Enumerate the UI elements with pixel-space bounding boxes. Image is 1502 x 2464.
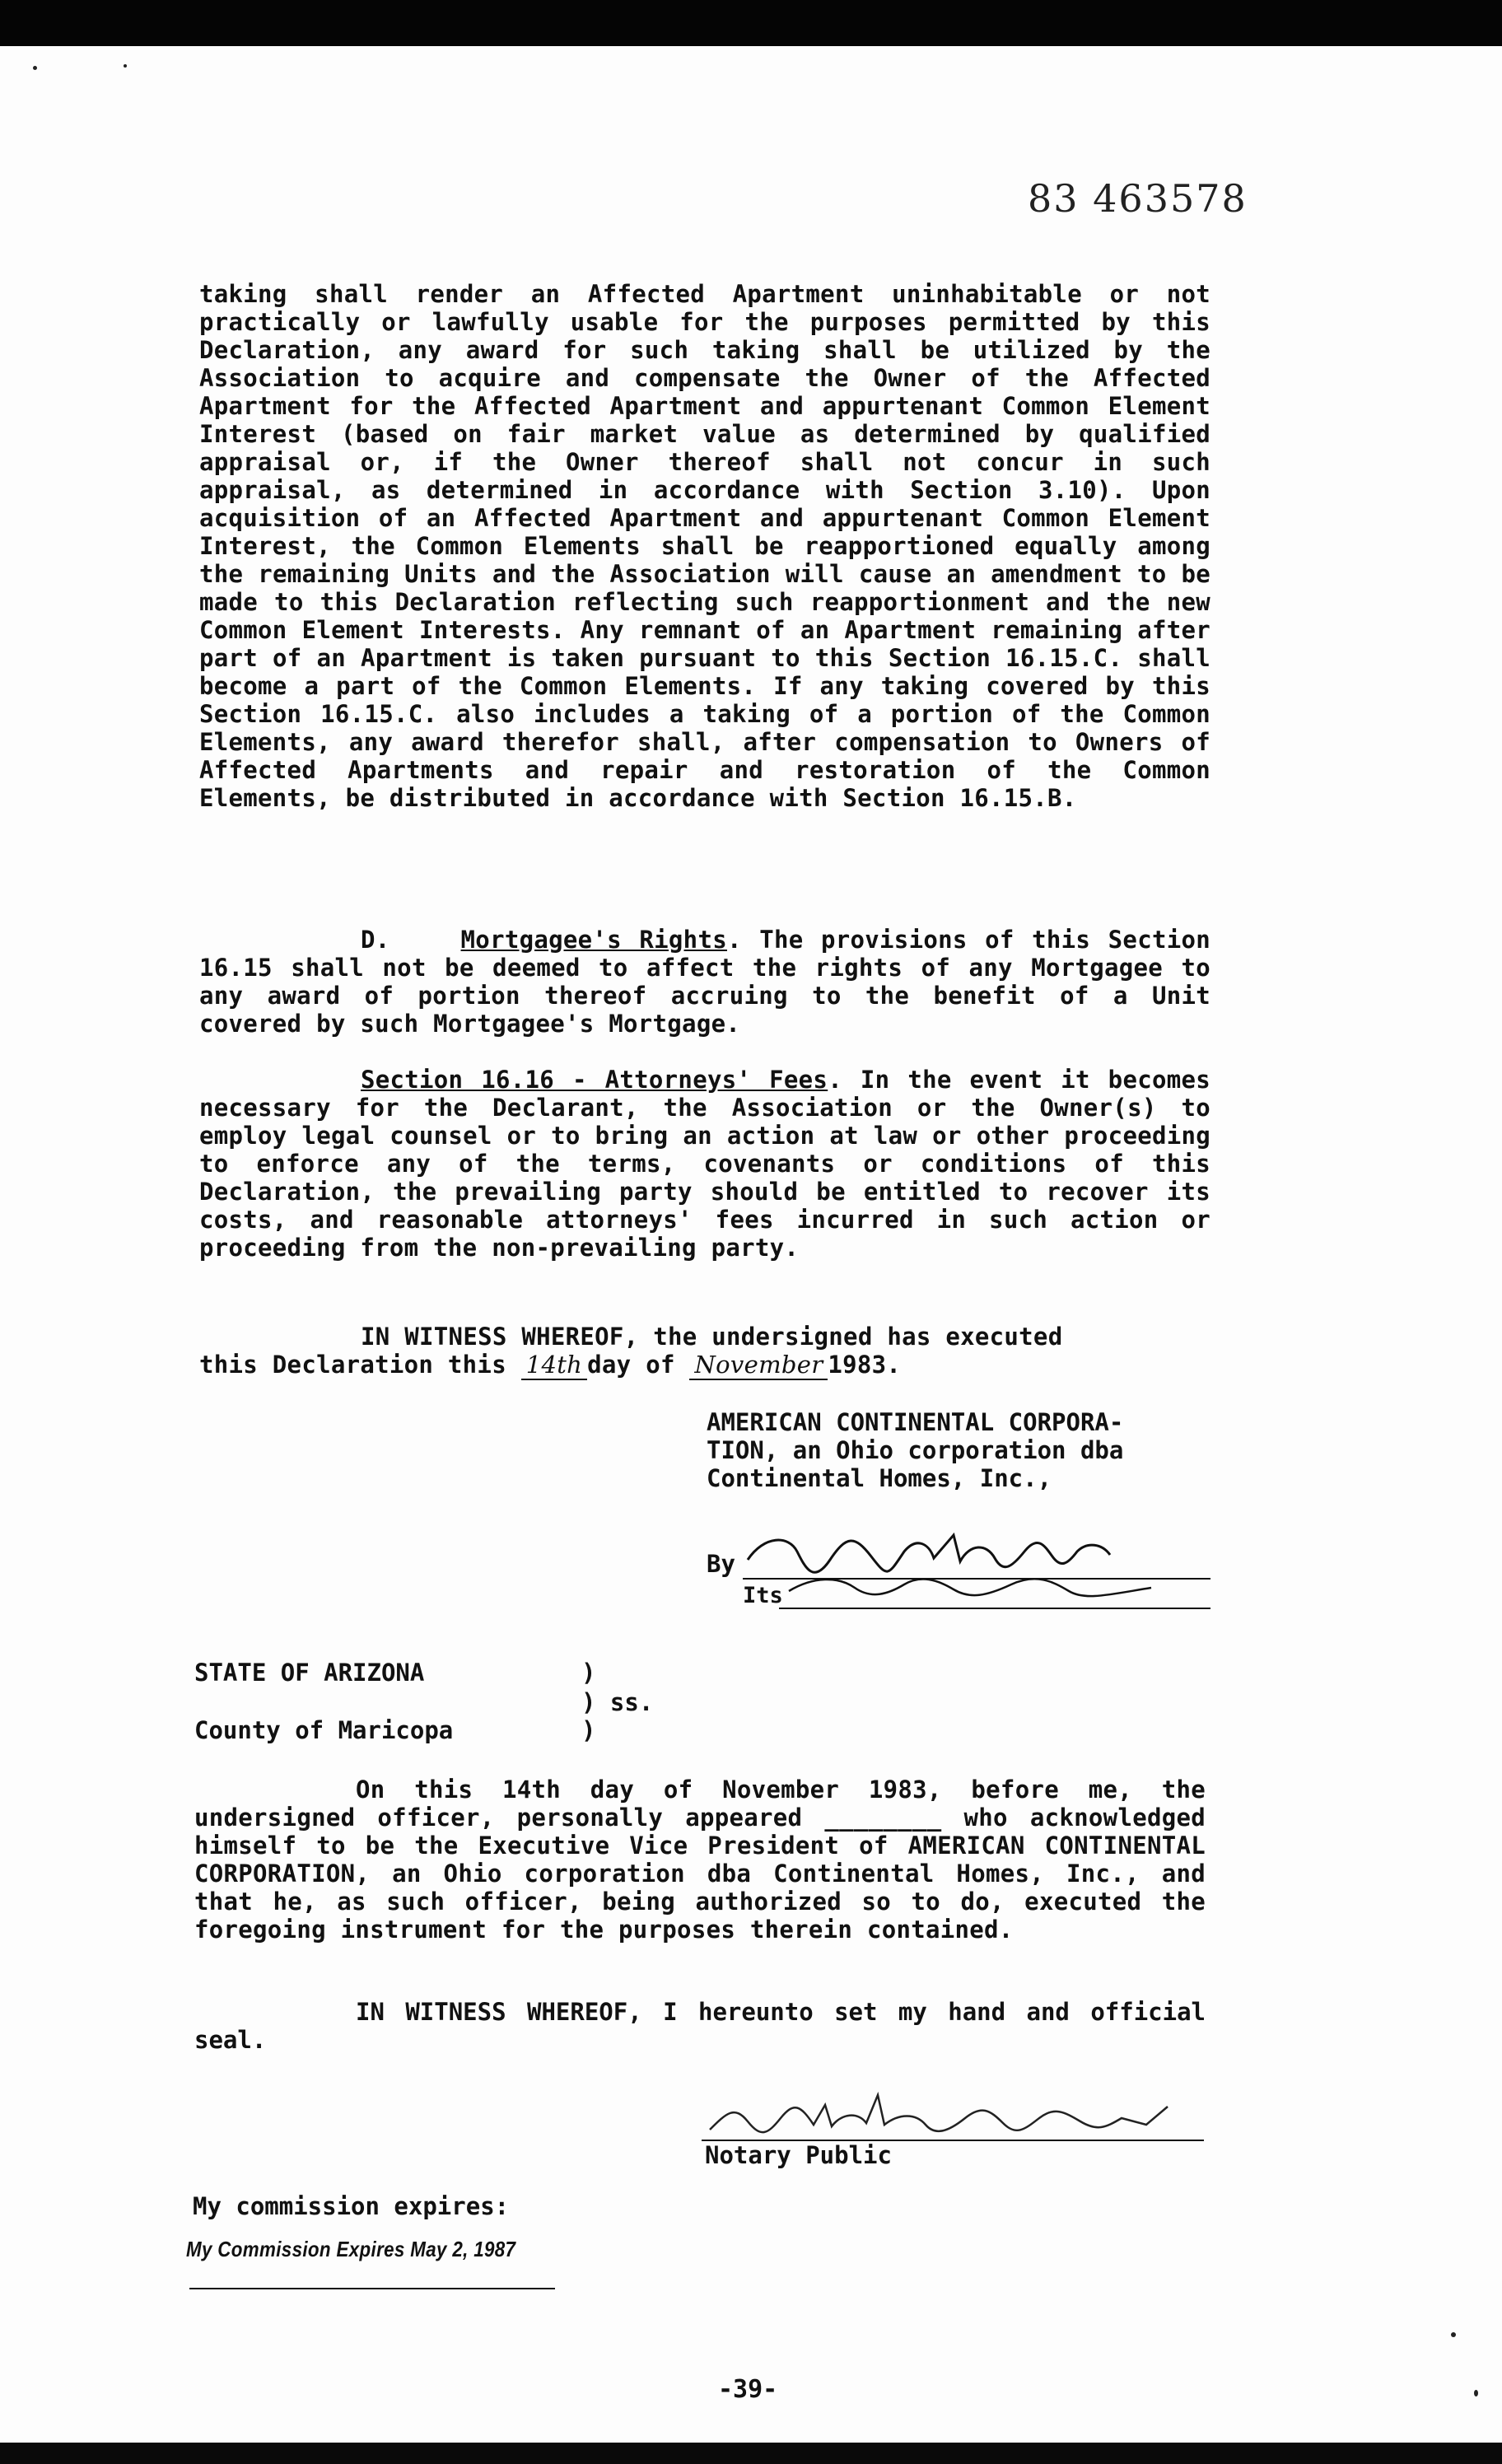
scan-top-edge <box>0 0 1502 46</box>
scan-bottom-edge <box>0 2443 1502 2464</box>
commission-expiry-stamp: My Commission Expires May 2, 1987 <box>186 2237 516 2261</box>
paragraph-attorneys-fees <box>199 1066 1210 1262</box>
witness-clause-declarant: IN WITNESS WHEREOF, the undersigned has executed this Declaration this 14th day of November 1983. <box>199 1323 1210 1379</box>
page-number: -39- <box>718 2375 778 2404</box>
handwritten-day: 14th <box>521 1351 587 1380</box>
scan-speck <box>124 64 127 68</box>
paragraph-mortgagee-rights <box>199 926 1210 1038</box>
officer-signature-block <box>707 1535 1210 1609</box>
commission-label: My commission expires: <box>193 2192 510 2220</box>
by-signature-line <box>743 1578 1210 1580</box>
scan-speck <box>1451 2332 1456 2337</box>
handwritten-month: November <box>689 1351 828 1380</box>
acknowledgment-text: On this 14th day of November 1983, before me, the undersigned officer, personally appeared ________ who acknowledged himself to be the Executive Vice President of AMERICAN CONTINENTAL CORPORATION, an Ohio corporation dba Continental Homes, Inc., and that he, as such officer, being authorized so to do, executed the foregoing instrument for the purposes therein contained. <box>194 1776 1206 1944</box>
corporation-name-block: AMERICAN CONTINENTAL CORPORA- TION, an Ohio corporation dba Continental Homes, Inc., <box>707 1408 1124 1492</box>
section-heading-mortgagee: Mortgagee's Rights <box>460 926 727 954</box>
section-letter: D. <box>361 926 390 954</box>
witness-notary-text: IN WITNESS WHEREOF, I hereunto set my hand and official seal. <box>194 1998 1206 2054</box>
witness-clause-notary <box>194 1998 1206 2054</box>
paragraph-taking <box>199 280 1210 812</box>
section-heading-attorneys: Section 16.16 - Attorneys' Fees <box>361 1066 828 1094</box>
officer-signature <box>739 1527 1201 1609</box>
commission-line <box>189 2288 555 2289</box>
attorneys-text: . In the event it becomes necessary for the Declarant, the Association or the Owner(s) to employ legal counsel or to bring an action at law or other proceeding to enforce any of the terms, covenants or conditions of this Declaration, the prevailing party should be entitled to recover its costs, and reasonable attorneys' fees incurred in such action or proceeding from the non-prevailing party. <box>199 1066 1210 1262</box>
venue-county: County of Maricopa <box>194 1716 454 1744</box>
notary-label: Notary Public <box>705 2141 892 2169</box>
recording-number: 83 463578 <box>1028 176 1248 221</box>
venue-state: STATE OF ARIZONA <box>194 1659 425 1687</box>
document-page: 83 463578 taking shall render an Affected Apartment uninhabitable or not practically or lawfully usable for the purposes permitted by this Declaration, any award for such taking shall be utilized by the Association to acquire and compensate the Owner of the Affected Apartment for the Affected Apartment and appurtenant Common Element Interest (based on fair market value as determined by qualified appraisal or, if the Owner thereof shall not concur in such appraisal, as determined in accordance with Section 3.10). Upon acquisition of an Affected Apartment and appurtenant Common Element Interest, the Common Elements shall be reapportioned equally among the remaining Units and the Association will cause an amendment to be made to this Declaration reflecting such reapportionment and the new Common Element Interests. Any remnant of an Apartment remaining after part of an Apartment is taken pursuant to this Section 16.15.C. shall become a part of the Common Elements. If any taking covered by this Section 16.15.C. also includes a taking of a portion of the Common Elements, any award therefor shall, after compensation to Owners of Affected Apartments and repair and restoration of the Common Elements, be distributed in accordance with Section 16.15.B. D. Mortgagee's Rights. The provisions of this Section 16.15 shall not be deemed to affect the rights of any Mortgagee to any award of portion thereof accruing to the benefit of a Unit covered by such Mortgagee's Mortgage. Section 16.16 - Attorneys' Fees. In the event it becomes necessary for the Declarant, the Association or the Owner(s) to employ legal counsel or to bring an action at law or other proceeding to enforce any of the terms, covenants or conditions of this Declaration, the prevailing party should be entitled to recover its costs, and reasonable attorneys' fees incurred in such action or proceeding from the non-prevailing party. IN WITNESS WHEREOF, the undersigned has executed this Declaration this 14th day of November 1983. AMERICAN CONTINENTAL CORPORA- TION, an Ohio corporation dba Continental Homes, Inc., By Its STATE OF ARIZONA ) ) ss. County of Maricopa ) On this 14th day of November 1983, before me, the undersigned officer, personally appeared ________ who acknowledged himself to be the Executive Vice President of AMERICAN CONTINENTAL CORPORATION, an Ohio corporation dba Continental Homes, Inc., and that he, as such officer, being authorized so to do, executed the foregoing instrument for the purposes therein contained. IN WITNESS WHEREOF, I hereunto set my hand and official seal. Notary Public My commission expires: My Commission Expires May 2, 1987 -39- <box>0 46 1502 2443</box>
notary-signature-block <box>702 2088 1204 2169</box>
acknowledgment-paragraph <box>194 1776 1206 1944</box>
mortgagee-text: . The provisions of this Section 16.15 shall not be deemed to affect the rights of any Mortgagee to any award of portion thereof accruing to the benefit of a Unit covered by such Mortgagee's Mortgage. <box>199 926 1210 1038</box>
scan-speck <box>33 66 37 70</box>
notary-signature <box>702 2088 1196 2141</box>
its-label: Its <box>743 1583 783 1608</box>
venue-ss: ) ss. <box>581 1688 654 1716</box>
by-label: By <box>707 1550 735 1578</box>
scan-speck <box>1474 2390 1478 2396</box>
witness-line-1: IN WITNESS WHEREOF, the undersigned has executed <box>361 1323 1063 1351</box>
its-title-line <box>779 1608 1210 1609</box>
paragraph-taking-text: taking shall render an Affected Apartment uninhabitable or not practically or lawfully usable for the purposes permitted by this Declaration, any award for such taking shall be utilized by the Association to acquire and compensate the Owner of the Affected Apartment for the Affected Apartment and appurtenant Common Element Interest (based on fair market value as determined by qualified appraisal or, if the Owner thereof shall not concur in such appraisal, as determined in accordance with Section 3.10). Upon acquisition of an Affected Apartment and appurtenant Common Element Interest, the Common Elements shall be reapportioned equally among the remaining Units and the Association will cause an amendment to be made to this Declaration reflecting such reapportionment and the new Common Element Interests. Any remnant of an Apartment remaining after part of an Apartment is taken pursuant to this Section 16.15.C. shall become a part of the Common Elements. If any taking covered by this Section 16.15.C. also includes a taking of a portion of the Common Elements, any award therefor shall, after compensation to Owners of Affected Apartments and repair and restoration of the Common Elements, be distributed in accordance with Section 16.15.B. <box>199 280 1210 812</box>
